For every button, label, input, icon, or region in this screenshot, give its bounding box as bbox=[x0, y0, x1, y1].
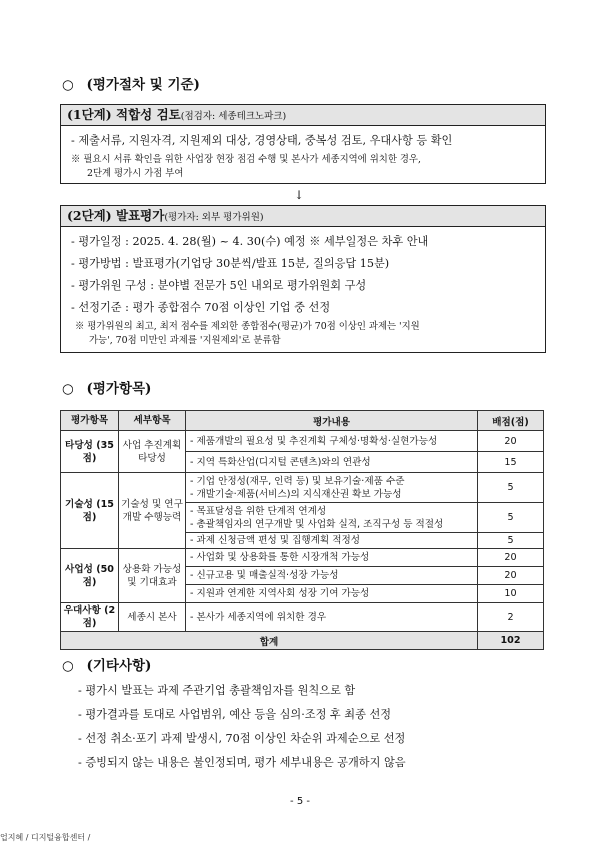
stage1-label: (1단계) 적합성 검토 bbox=[67, 107, 181, 122]
stage2-sub: (평가자: 외부 평가위원) bbox=[164, 212, 264, 223]
table-total-row bbox=[61, 632, 544, 650]
stage1-header bbox=[61, 105, 545, 126]
header-category: 평가항목 bbox=[61, 411, 119, 431]
content-line: - 기업 안정성(재무, 인력 등) 및 보유기술·제품 수준 bbox=[190, 475, 405, 487]
list-item: - 평가시 발표는 과제 주관기업 총괄책임자를 원칙으로 함 bbox=[78, 684, 356, 697]
stage2-line1: - 평가일정 : 2025. 4. 28(월) ~ 4. 30(수) 예정 ※ 세부일정은 차후 안내 bbox=[71, 235, 429, 248]
points-cell: 10 bbox=[478, 585, 544, 603]
points-cell: 20 bbox=[478, 431, 544, 452]
points-cell: 2 bbox=[478, 603, 544, 632]
circle-bullet-icon: ○ bbox=[62, 658, 74, 674]
stage1-box bbox=[60, 104, 546, 184]
content-line: - 목표달성을 위한 단계적 연계성 bbox=[190, 505, 327, 517]
content-line: - 총괄책임자의 연구개발 및 사업화 실적, 조직구성 등 적절성 bbox=[190, 518, 444, 530]
stage1-sub: (점검자: 세종테크노파크) bbox=[180, 111, 287, 122]
category-cell: 타당성 (35점) bbox=[61, 431, 119, 473]
stage2-box bbox=[60, 205, 546, 353]
stage1-note2: 2단계 평가시 가점 부여 bbox=[87, 168, 184, 179]
points-cell: 20 bbox=[478, 549, 544, 567]
table-row bbox=[61, 473, 544, 503]
section-title: (평가항목) bbox=[86, 381, 152, 397]
content-cell: - 지역 특화산업(디지털 콘텐츠)와의 연관성 bbox=[186, 452, 478, 473]
total-value: 102 bbox=[478, 632, 544, 650]
circle-bullet-icon: ○ bbox=[62, 381, 74, 397]
stage2-line3: - 평가위원 구성 : 분야별 전문가 5인 내외로 평가위원회 구성 bbox=[71, 279, 367, 292]
table-header-row bbox=[61, 411, 544, 431]
subitem-cell: 기술성 및 연구개발 수행능력 bbox=[119, 473, 186, 549]
stage2-header bbox=[61, 206, 545, 227]
content-cell: - 과제 신청금액 편성 및 집행계획 적정성 bbox=[186, 533, 478, 549]
list-item: - 선정 취소·포기 과제 발생시, 70점 이상인 차순위 과제순으로 선정 bbox=[78, 732, 406, 745]
content-cell bbox=[186, 503, 478, 533]
circle-bullet-icon: ○ bbox=[62, 77, 74, 93]
content-cell: - 사업화 및 상용화를 통한 시장개척 가능성 bbox=[186, 549, 478, 567]
stage1-note1: ※ 필요시 서류 확인을 위한 사업장 현장 점검 수행 및 본사가 세종지역에 위치한 경우, bbox=[71, 154, 421, 165]
points-cell: 20 bbox=[478, 567, 544, 585]
category-cell: 우대사항 (2점) bbox=[61, 603, 119, 632]
content-cell: - 제품개발의 필요성 및 추진계획 구체성·명확성·실현가능성 bbox=[186, 431, 478, 452]
evaluation-table bbox=[60, 410, 544, 650]
table-row bbox=[61, 549, 544, 567]
category-cell: 사업성 (50점) bbox=[61, 549, 119, 603]
list-item: - 증빙되지 않는 내용은 불인정되며, 평가 세부내용은 공개하지 않음 bbox=[78, 756, 406, 769]
section-heading-items bbox=[62, 377, 151, 397]
points-cell: 15 bbox=[478, 452, 544, 473]
list-item: - 평가결과를 토대로 사업범위, 예산 등을 심의·조정 후 최종 선정 bbox=[78, 708, 392, 721]
content-line: - 개발기술·제품(서비스)의 지식재산권 확보 가능성 bbox=[190, 488, 402, 500]
stage2-line2: - 평가방법 : 발표평가(기업당 30분씩/발표 15분, 질의응답 15분) bbox=[71, 257, 390, 270]
header-content: 평가내용 bbox=[186, 411, 478, 431]
points-cell: 5 bbox=[478, 473, 544, 503]
content-cell: - 신규고용 및 매출실적·성장 가능성 bbox=[186, 567, 478, 585]
table-row bbox=[61, 603, 544, 632]
points-cell: 5 bbox=[478, 533, 544, 549]
section-heading-procedure bbox=[62, 73, 200, 93]
content-cell: - 지원과 연계한 지역사회 성장 기여 가능성 bbox=[186, 585, 478, 603]
subitem-cell: 세종시 본사 bbox=[119, 603, 186, 632]
stage2-note1: ※ 평가위원의 최고, 최저 점수를 제외한 종합점수(평균)가 70점 이상인 과제는 '지원 bbox=[75, 321, 420, 332]
stage1-line1: - 제출서류, 지원자격, 지원제외 대상, 경영상태, 중복성 검토, 우대사항 등 확인 bbox=[71, 134, 453, 147]
header-subitem: 세부항목 bbox=[119, 411, 186, 431]
subitem-cell: 사업 추진계획 타당성 bbox=[119, 431, 186, 473]
section-title: (평가절차 및 기준) bbox=[86, 77, 200, 93]
points-cell: 5 bbox=[478, 503, 544, 533]
content-cell bbox=[186, 473, 478, 503]
page-number: - 5 - bbox=[290, 796, 310, 807]
footer-text: 업지혜 / 디지털융합센터 / bbox=[0, 833, 91, 842]
table-row bbox=[61, 431, 544, 452]
stage2-label: (2단계) 발표평가 bbox=[67, 208, 165, 223]
content-cell: - 본사가 세종지역에 위치한 경우 bbox=[186, 603, 478, 632]
stage2-line4: - 선정기준 : 평가 종합점수 70점 이상인 기업 중 선정 bbox=[71, 301, 331, 314]
section-heading-etc bbox=[62, 654, 151, 674]
down-arrow-icon: ↓ bbox=[294, 188, 305, 202]
total-label: 합계 bbox=[61, 632, 478, 650]
section-title: (기타사항) bbox=[86, 658, 152, 674]
header-points: 배점(점) bbox=[478, 411, 544, 431]
subitem-cell: 상용화 가능성 및 기대효과 bbox=[119, 549, 186, 603]
stage2-note2: 가능', 70점 미만인 과제를 '지원제외'로 분류함 bbox=[89, 335, 281, 346]
category-cell: 기술성 (15점) bbox=[61, 473, 119, 549]
